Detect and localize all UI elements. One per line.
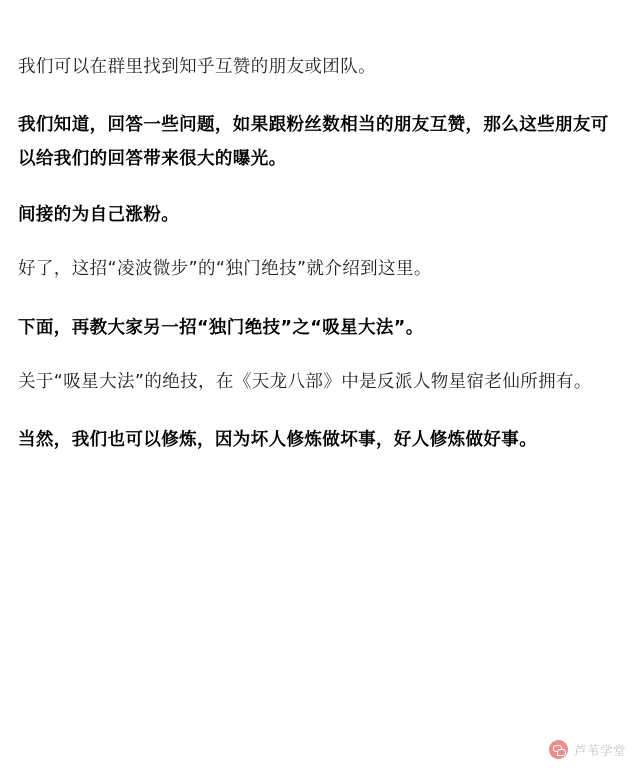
watermark-label: 芦苇学堂 (573, 742, 626, 758)
watermark (549, 740, 626, 759)
paragraph: 关于“吸星大法”的绝技，在《天龙八部》中是反派人物星宿老仙所拥有。 (18, 371, 592, 392)
paragraph: 下面，再教大家另一招“独门绝技”之“吸星大法”。 (18, 317, 424, 338)
wechat-logo-icon (549, 740, 568, 759)
paragraph: 当然，我们也可以修炼，因为坏人修炼做坏事，好人修炼做好事。 (18, 429, 538, 450)
paragraph: 间接的为自己涨粉。 (18, 205, 180, 226)
paragraph: 我们可以在群里找到知乎互赞的朋友或团队。 (18, 57, 376, 77)
paragraph: 我们知道，回答一些问题，如果跟粉丝数相当的朋友互赞，那么这些朋友可以给我们的回答带来很大的曝光。 (18, 115, 609, 170)
paragraph: 好了，这招“凌波微步”的“独门绝技”就介绍到这里。 (18, 259, 432, 280)
